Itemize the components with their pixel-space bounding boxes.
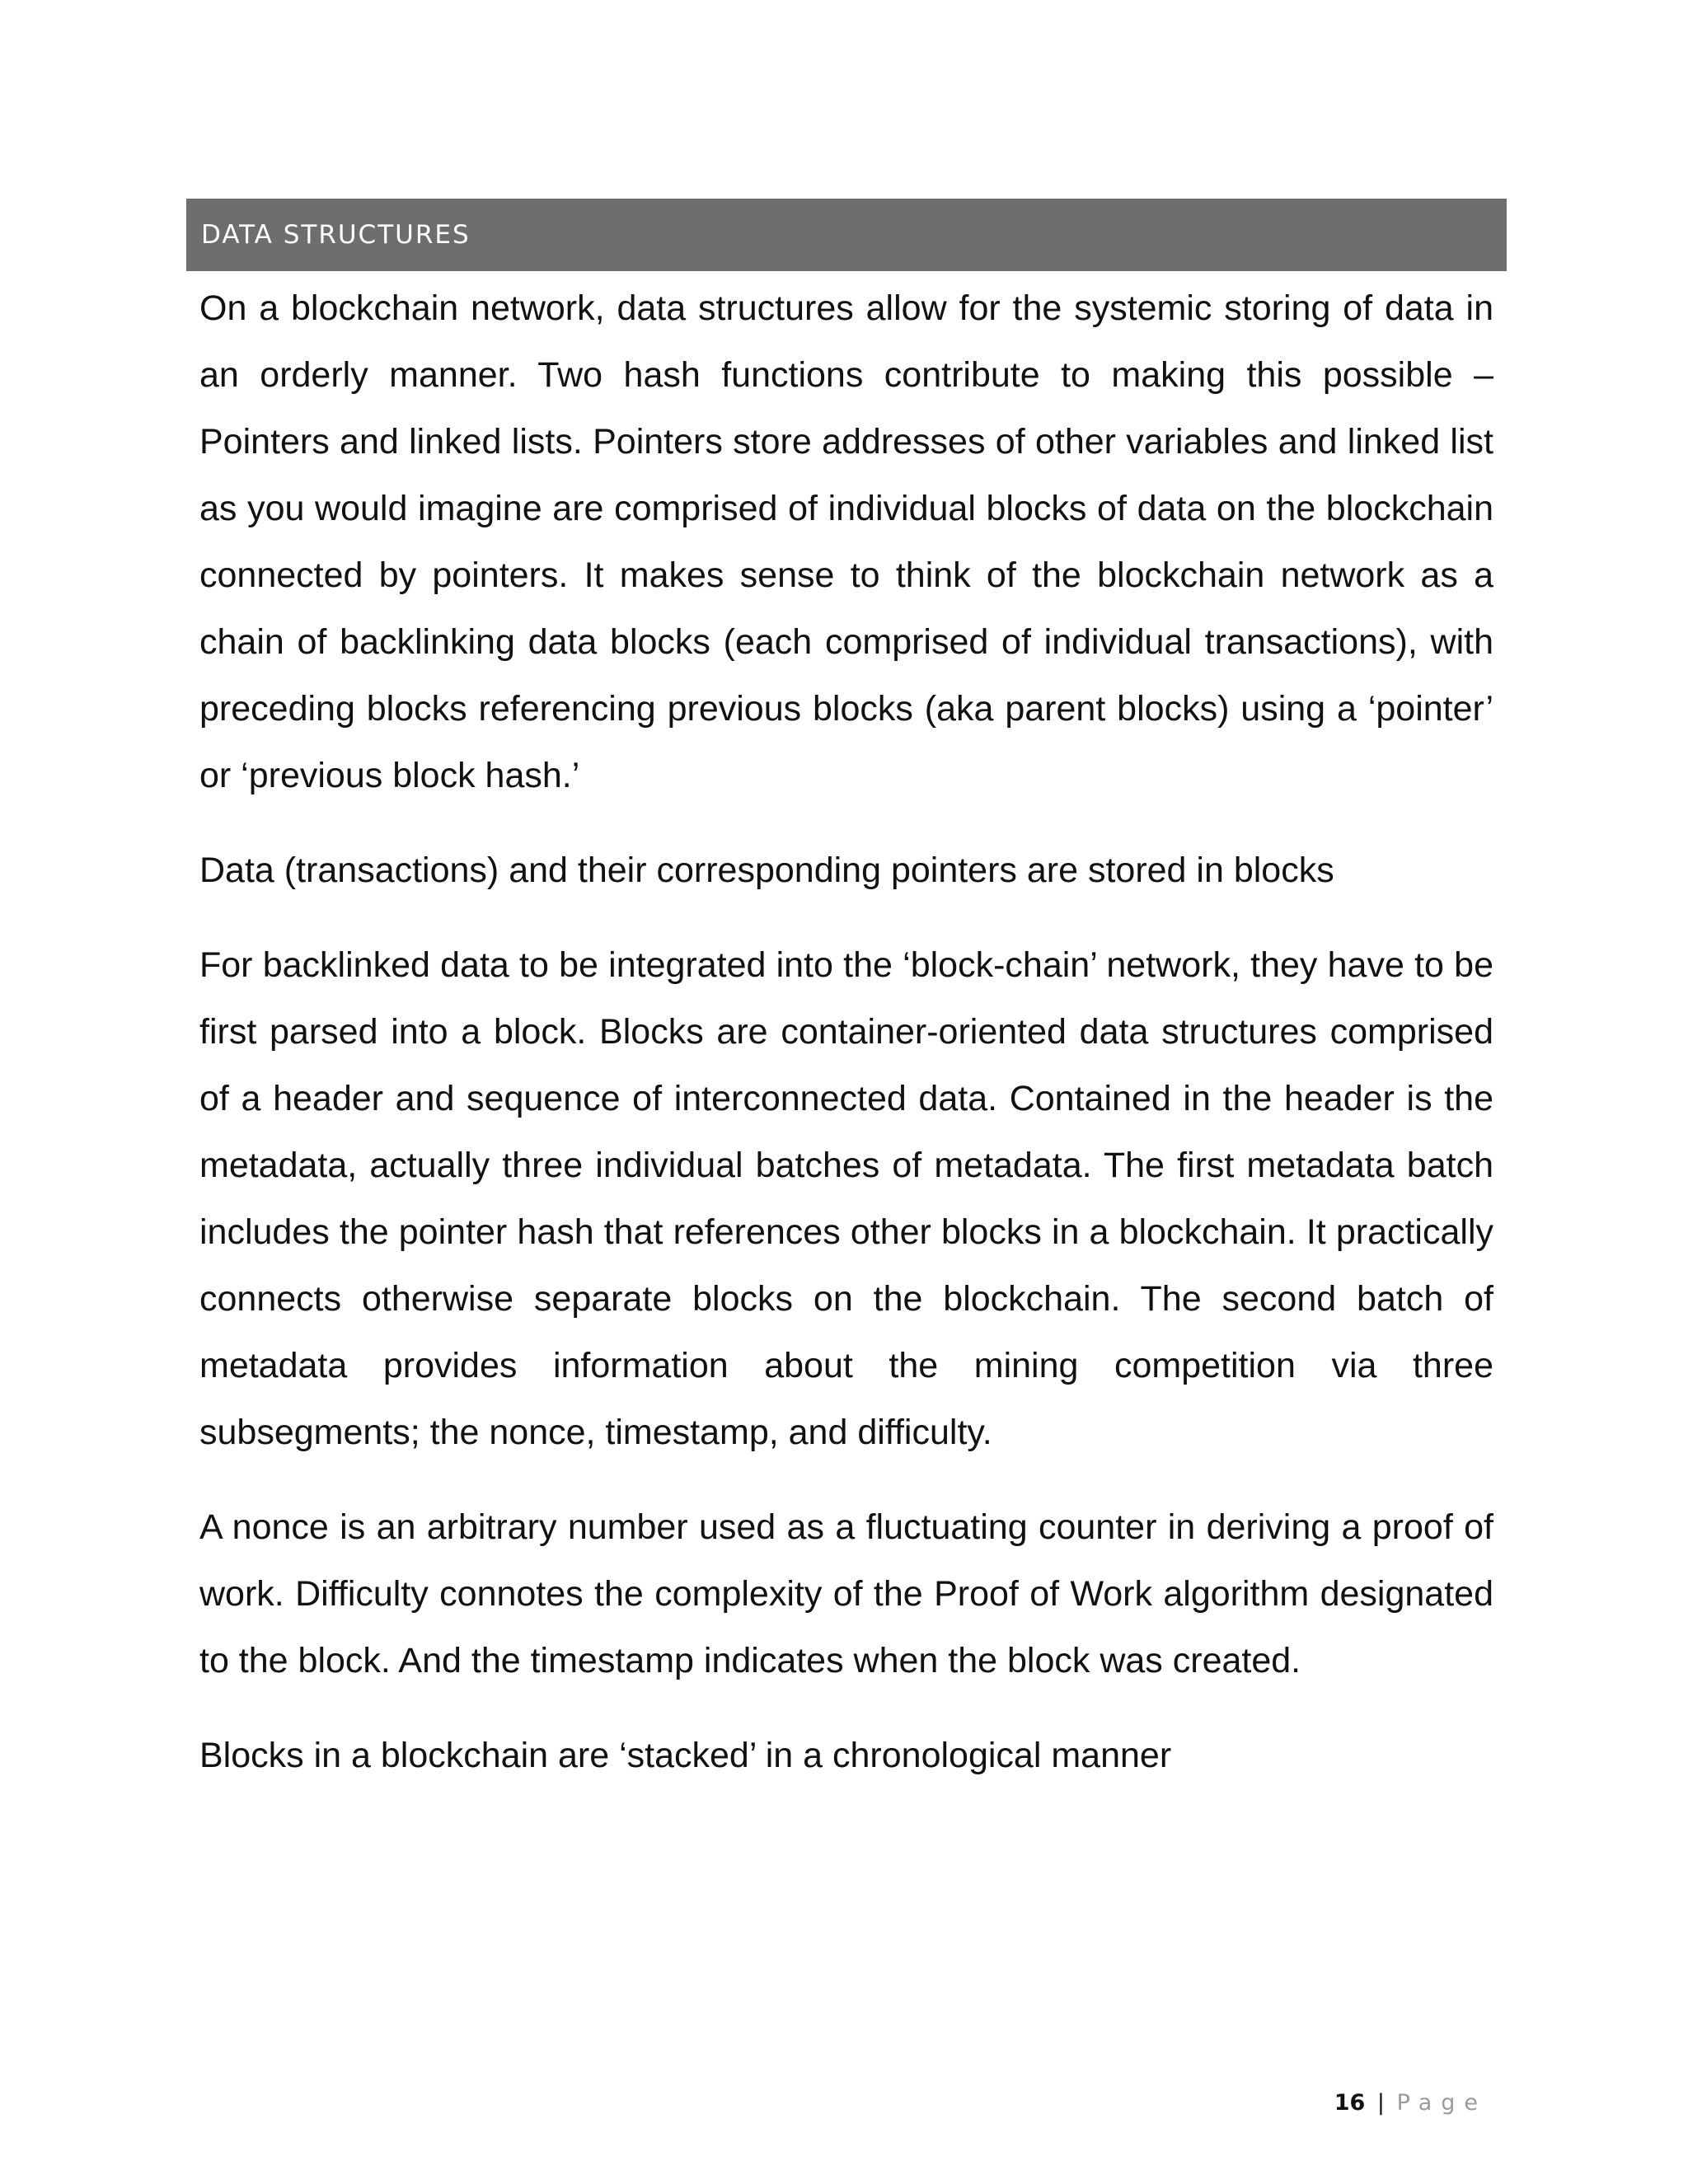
paragraph-block-structure: For backlinked data to be integrated into the ‘block-chain’ network, they have to be first parsed into a block. Blocks are container-oriented data structures comprised of a header and sequence of interconnected data. Contained in the header is the metadata, actually three individual batches of metadata. The first metadata batch includes the pointer hash that references other blocks in a blockchain. It practically connects otherwise separate blocks on the blockchain. The second batch of metadata provides information about the mining competition via three subsegments; the nonce, timestamp, and difficulty. <box>199 945 1493 1452</box>
footer-separator: | <box>1376 2090 1386 2116</box>
page-number: 16 <box>1334 2090 1366 2116</box>
paragraph-intro: On a blockchain network, data structures allow for the systemic storing of data in an orderly manner. Two hash functions contribute to making this possible – Pointers and linked lists. Pointers store addresses of other variables and linked list as you would imagine are comprised of individual blocks of data on the blockchain connected by pointers. It makes sense to think of the blockchain network as a chain of backlinking data blocks (each comprised of individual transactions), with preceding blocks referencing previous blocks (aka parent blocks) using a ‘pointer’ or ‘previous block hash.’ <box>199 288 1493 795</box>
section-header-bar <box>186 199 1507 271</box>
section-title: DATA STRUCTURES <box>201 220 471 250</box>
paragraph-blocks-heading: Data (transactions) and their corresponding pointers are stored in blocks <box>199 851 1334 890</box>
paragraph-stacked: Blocks in a blockchain are ‘stacked’ in a chronological manner <box>199 1736 1172 1775</box>
paragraph-nonce: A nonce is an arbitrary number used as a fluctuating counter in deriving a proof of work. Difficulty connotes the complexity of the Proof of Work algorithm designated to the block. And the timestamp indicates when the block was created. <box>199 1507 1493 1680</box>
page-label: Page <box>1396 2090 1487 2116</box>
page-footer <box>1334 2090 1487 2116</box>
body-content <box>199 275 1493 1789</box>
